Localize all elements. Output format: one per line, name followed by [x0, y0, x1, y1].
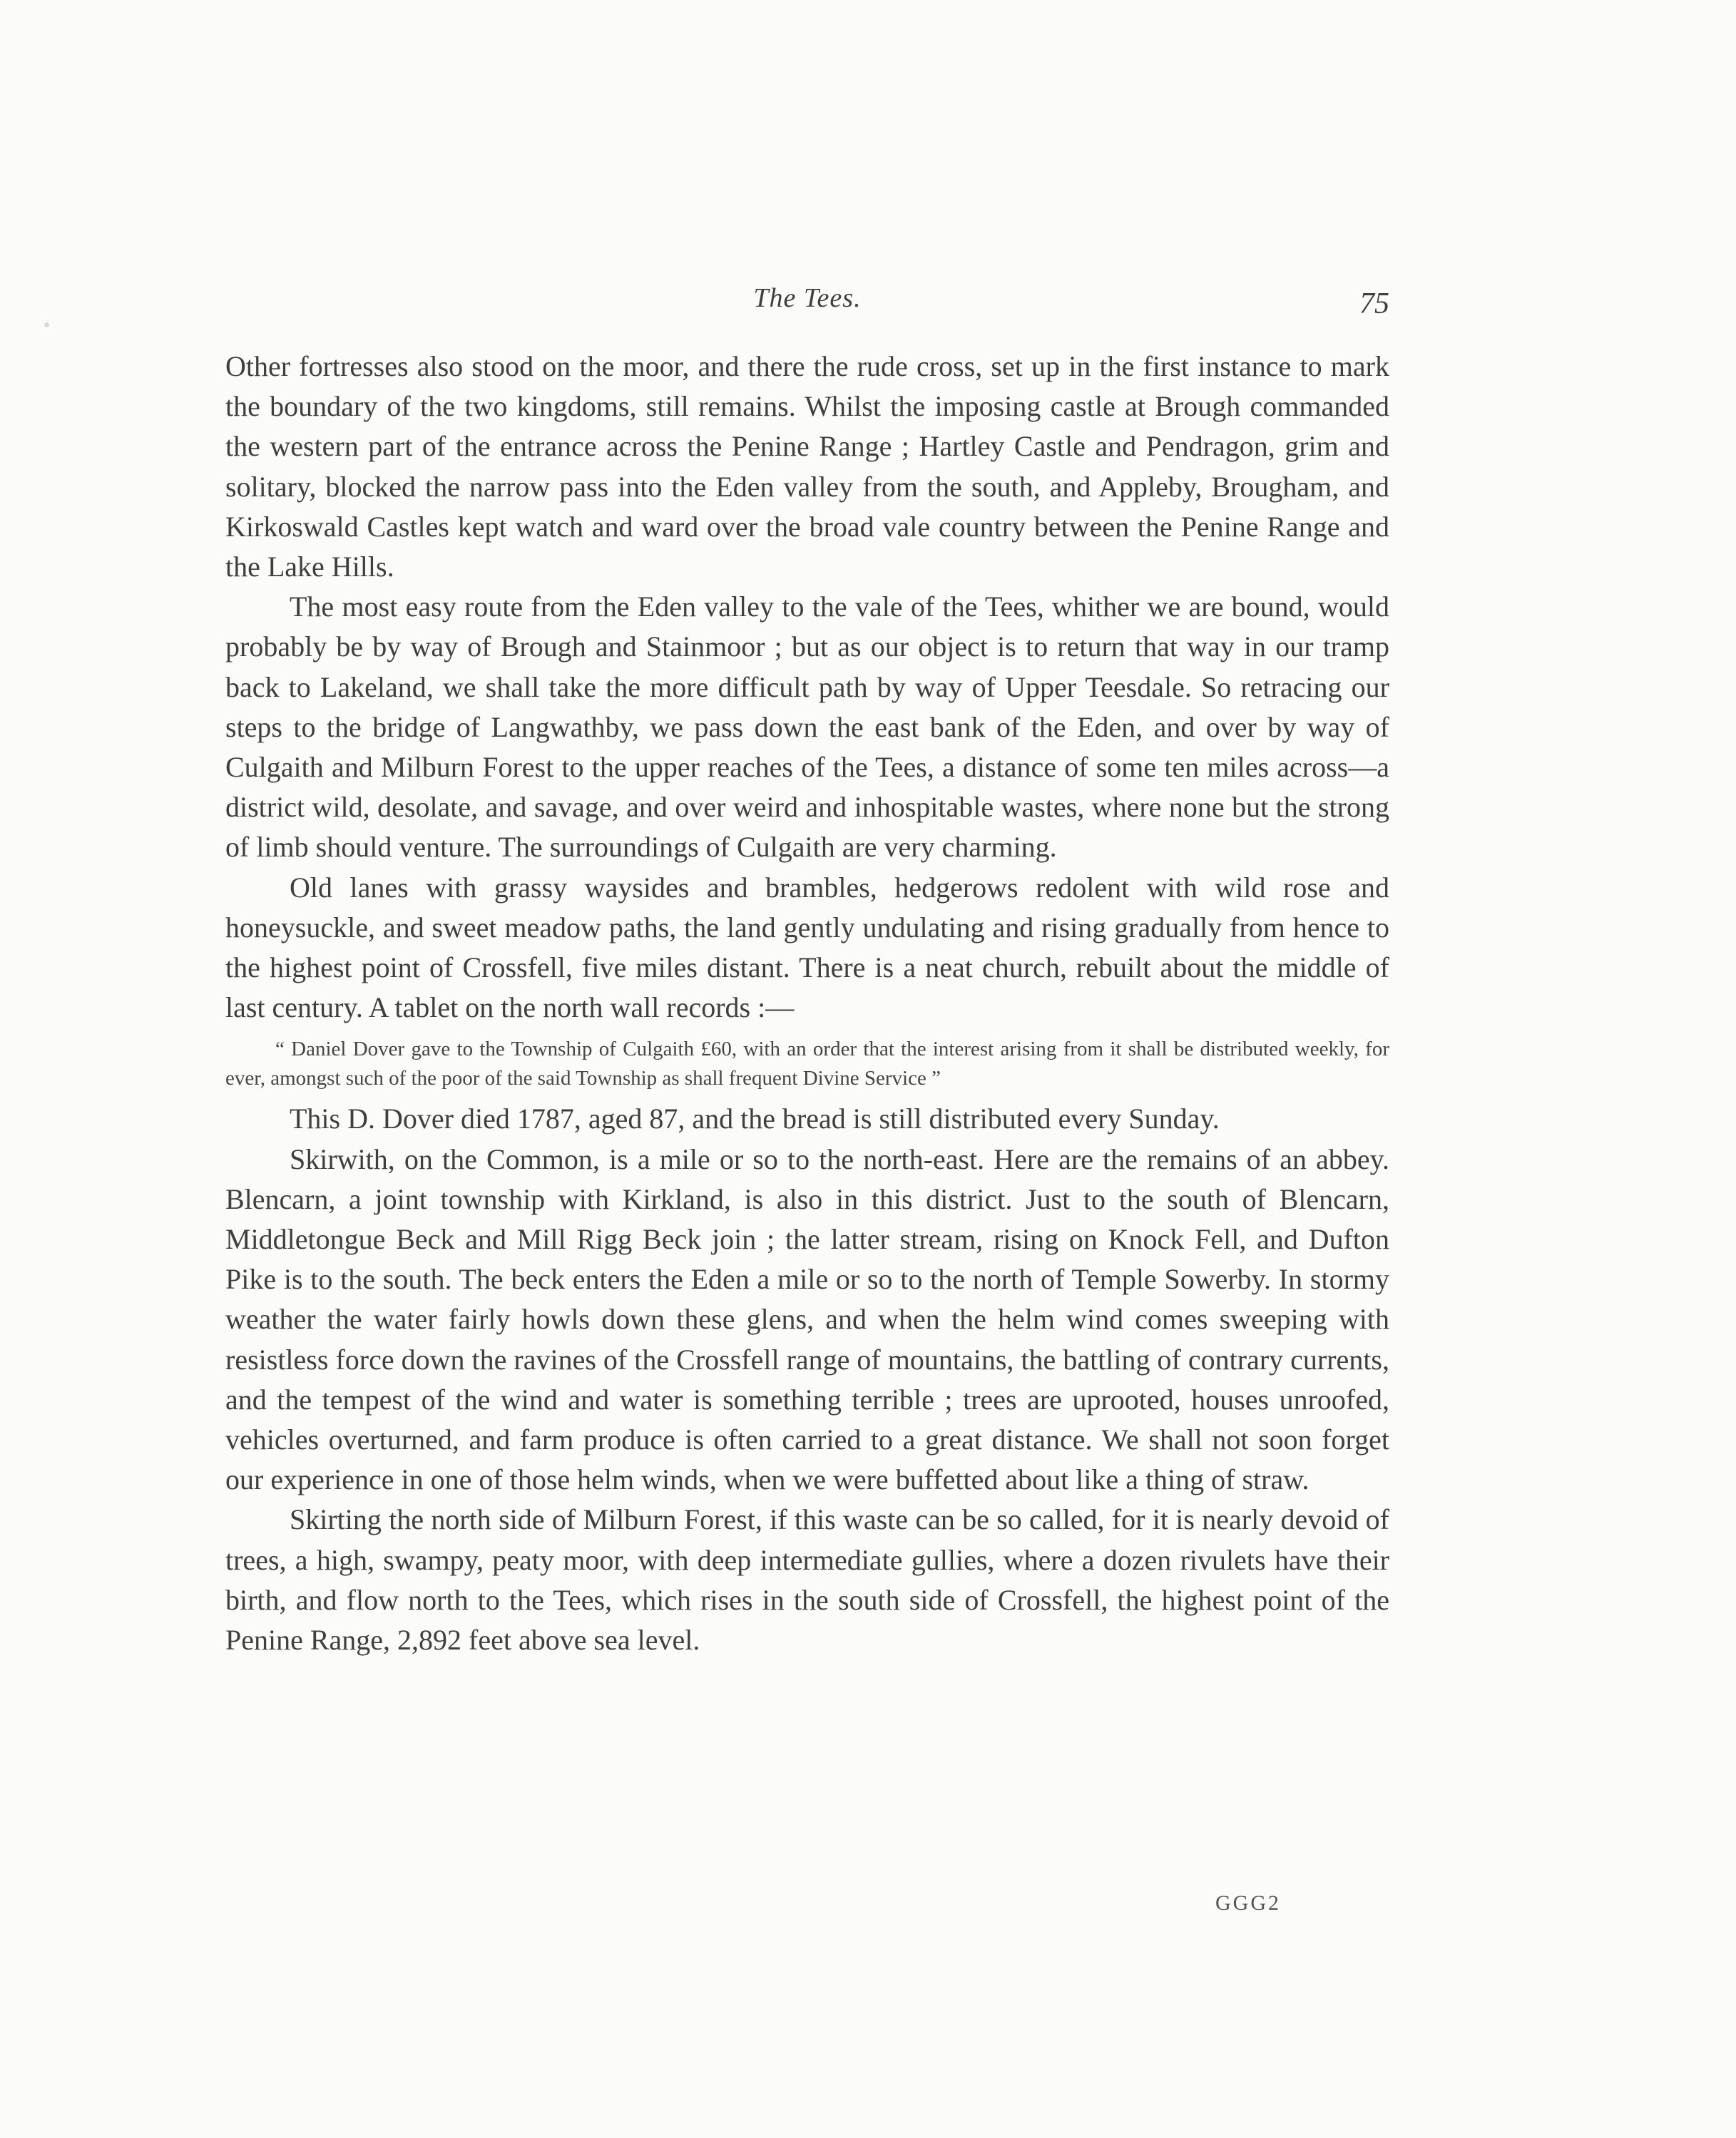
page-number: 75 [1359, 287, 1389, 320]
paragraph-route: The most easy route from the Eden valley to the vale of the Tees, whither we are bound, would probably be by way of Brough and Stainmoor ; but as our object is to return that way in our tramp back to Lakeland, we shall take the more difficult path by way of Upper Teesdale. So retracing our steps to the bridge of Langwathby, we pass down the east bank of the Eden, and over by way of Culgaith and Milburn Forest to the upper reaches of the Tees, a distance of some ten miles across—a district wild, desolate, and savage, and over weird and inhospitable wastes, where none but the strong of limb should venture. The surroundings of Culgaith are very charming. [225, 590, 1389, 864]
paragraph-fortresses: Other fortresses also stood on the moor, and there the rude cross, set up in the first instance to mark the boundary of the two kingdoms, still remains. Whilst the imposing castle at Brough commanded the western part of the entrance across the Penine Range ; Hartley Castle and Pendragon, grim and solitary, blocked the narrow pass into the Eden valley from the south, and Appleby, Brougham, and Kirkoswald Castles kept watch and ward over the broad vale country between the Penine Range and the Lake Hills. [225, 350, 1389, 583]
body-text [225, 347, 1389, 1660]
running-head [225, 282, 1389, 325]
paragraph-dover: This D. Dover died 1787, aged 87, and the bread is still distributed every Sunday. [290, 1103, 1220, 1135]
signature-mark: GGG2 [1215, 1891, 1281, 1915]
tablet-inscription-quote: “ Daniel Dover gave to the Township of Culgaith £60, with an order that the interest arising from it shall be distributed weekly, for ever, amongst such of the poor of the said Township as shall frequent Divine Service ” [225, 1038, 1389, 1090]
running-title: The Tees. [753, 283, 862, 313]
paragraph-old-lanes: Old lanes with grassy waysides and brambles, hedgerows redolent with wild rose and honeysuckle, and sweet meadow paths, the land gently undulating and rising gradually from hence to the highest point of Crossfell, five miles distant. There is a neat church, rebuilt about the middle of last century. A tablet on the north wall records :— [225, 871, 1389, 1024]
paper-speck [44, 322, 49, 327]
paragraph-skirwith: Skirwith, on the Common, is a mile or so to the north-east. Here are the remains of an abbey. Blencarn, a joint township with Kirkland, is also in this district. Just to the south of Blencarn, Middletongue Beck and Mill Rigg Beck join ; the latter stream, rising on Knock Fell, and Dufton Pike is to the south. The beck enters the Eden a mile or so to the north of Temple Sowerby. In stormy weather the water fairly howls down these glens, and when the helm wind comes sweeping with resistless force down the ravines of the Crossfell range of mountains, the battling of contrary currents, and the tempest of the wind and water is something terrible ; trees are uprooted, houses unroofed, vehicles overturned, and farm produce is often carried to a great distance. We shall not soon forget our experience in one of those helm winds, when we were buffetted about like a thing of straw. [225, 1142, 1389, 1496]
paragraph-milburn-forest: Skirting the north side of Milburn Forest, if this waste can be so called, for it is nearly devoid of trees, a high, swampy, peaty moor, with deep intermediate gullies, where a dozen rivulets have their birth, and flow north to the Tees, which rises in the south side of Crossfell, the highest point of the Penine Range, 2,892 feet above sea level. [225, 1503, 1389, 1657]
